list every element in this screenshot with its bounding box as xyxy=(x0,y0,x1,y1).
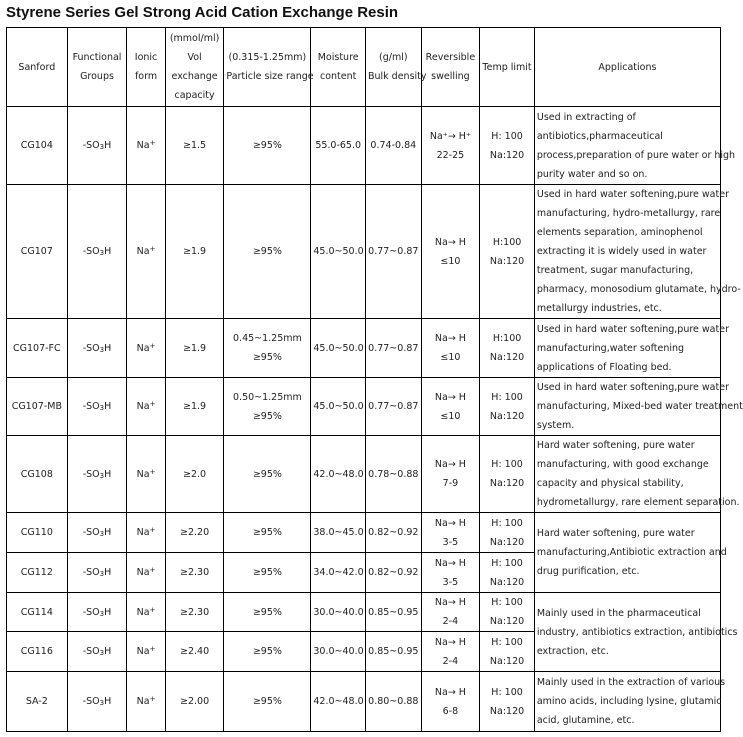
ionic-form-cell: Na+ xyxy=(127,513,165,553)
applications-cell: Mainly used in the pharmaceutical industry, antibiotics extraction, antibiotics extraction, etc. xyxy=(534,593,720,672)
capacity-cell: ≥2.30 xyxy=(165,593,224,632)
functional-group-cell: $-SO_3H$ xyxy=(67,593,127,632)
applications-cell: Used in extracting of antibiotics,pharmaceutical process,preparation of pure water or high purity water and so on. xyxy=(534,107,720,185)
particle-size-cell: ≥95% xyxy=(224,185,311,319)
model-cell: CG110 xyxy=(7,513,68,553)
bulk-density-cell: 0.85~0.95 xyxy=(365,632,421,672)
functional-group-cell: $-SO_3H$ xyxy=(67,553,127,593)
ionic-form-cell: Na+ xyxy=(127,632,165,672)
bulk-density-cell: 0.80~0.88 xyxy=(365,672,421,732)
bulk-density-cell: 0.77~0.87 xyxy=(365,185,421,319)
table-row xyxy=(7,672,721,732)
swelling-cell: Na→ H 3-5 xyxy=(421,553,480,593)
header-row xyxy=(7,28,721,107)
model-cell: CG112 xyxy=(7,553,68,593)
moisture-cell: 38.0~45.0 xyxy=(311,513,366,553)
table-row xyxy=(7,513,721,553)
header-moisture-content: Moisture content xyxy=(311,28,366,107)
ionic-form-cell: Na+ xyxy=(127,553,165,593)
ionic-form-cell: Na+ xyxy=(127,672,165,732)
bulk-density-cell: 0.82~0.92 xyxy=(365,553,421,593)
moisture-cell: 30.0~40.0 xyxy=(311,632,366,672)
particle-size-cell: 0.50~1.25mm ≥95% xyxy=(224,378,311,436)
temp-limit-cell: H: 100 Na:120 xyxy=(480,107,535,185)
model-cell: CG107-MB xyxy=(7,378,68,436)
particle-size-cell: ≥95% xyxy=(224,593,311,632)
swelling-cell: Na→ H ≤10 xyxy=(421,378,480,436)
ionic-form-cell: Na+ xyxy=(127,319,165,378)
header-applications: Applications xyxy=(534,28,720,107)
header-temp-limit: Temp limit xyxy=(480,28,535,107)
functional-group-cell: $-SO_3H$ xyxy=(67,513,127,553)
model-cell: CG114 xyxy=(7,593,68,632)
resin-spec-table xyxy=(6,27,743,732)
swelling-cell: Na→ H 7-9 xyxy=(421,436,480,513)
particle-size-cell: 0.45~1.25mm ≥95% xyxy=(224,319,311,378)
applications-cell: Used in hard water softening,pure water manufacturing, hydro-metallurgy, rare elements separation, aminophenol extracting it is widely used in water treatment, sugar manufacturing, pharmacy, monosodium glutamate, hydro- metallurgy industries, etc. xyxy=(534,185,720,319)
capacity-cell: ≥1.9 xyxy=(165,378,224,436)
moisture-cell: 55.0-65.0 xyxy=(311,107,366,185)
functional-group-cell: $-SO_3H$ xyxy=(67,107,127,185)
ionic-form-cell: Na+ xyxy=(127,593,165,632)
swelling-cell: Na→ H ≤10 xyxy=(421,319,480,378)
table-row xyxy=(7,107,721,185)
capacity-cell: ≥1.9 xyxy=(165,185,224,319)
table-row xyxy=(7,593,721,632)
ionic-form-cell: Na+ xyxy=(127,107,165,185)
page-title: Styrene Series Gel Strong Acid Cation Exchange Resin xyxy=(6,4,399,21)
functional-group-cell: $-SO_3H$ xyxy=(67,378,127,436)
functional-group-cell: $-SO_3H$ xyxy=(67,319,127,378)
temp-limit-cell: H: 100 Na:120 xyxy=(480,436,535,513)
header-vol-exchange-capacity: (mmol/ml) Vol exchange capacity xyxy=(165,28,224,107)
functional-group-cell: $-SO_3H$ xyxy=(67,185,127,319)
bulk-density-cell: 0.77~0.87 xyxy=(365,378,421,436)
header-sanford: Sanford xyxy=(7,28,68,107)
functional-group-cell: $-SO_3H$ xyxy=(67,632,127,672)
swelling-cell: Na→ H 2-4 xyxy=(421,593,480,632)
capacity-cell: ≥1.9 xyxy=(165,319,224,378)
header-reversible-swelling: Reversible swelling xyxy=(421,28,480,107)
bulk-density-cell: 0.85~0.95 xyxy=(365,593,421,632)
temp-limit-cell: H: 100 Na:120 xyxy=(480,632,535,672)
ionic-form-cell: Na+ xyxy=(127,185,165,319)
model-cell: CG107-FC xyxy=(7,319,68,378)
temp-limit-cell: H: 100 Na:120 xyxy=(480,672,535,732)
model-cell: CG104 xyxy=(7,107,68,185)
table-row xyxy=(7,319,721,378)
particle-size-cell: ≥95% xyxy=(224,553,311,593)
applications-cell: Used in hard water softening,pure water manufacturing,water softening applications of Floating bed. xyxy=(534,319,720,378)
model-cell: CG116 xyxy=(7,632,68,672)
particle-size-cell: ≥95% xyxy=(224,513,311,553)
temp-limit-cell: H: 100 Na:120 xyxy=(480,593,535,632)
capacity-cell: ≥2.20 xyxy=(165,513,224,553)
bulk-density-cell: 0.74-0.84 xyxy=(365,107,421,185)
swelling-cell: Na→ H 3-5 xyxy=(421,513,480,553)
ionic-form-cell: Na+ xyxy=(127,378,165,436)
capacity-cell: ≥2.30 xyxy=(165,553,224,593)
table-row xyxy=(7,436,721,513)
moisture-cell: 30.0~40.0 xyxy=(311,593,366,632)
capacity-cell: ≥2.0 xyxy=(165,436,224,513)
functional-group-cell: $-SO_3H$ xyxy=(67,436,127,513)
model-cell: CG107 xyxy=(7,185,68,319)
moisture-cell: 42.0~48.0 xyxy=(311,436,366,513)
swelling-cell: Na→ H ≤10 xyxy=(421,185,480,319)
temp-limit-cell: H: 100 Na:120 xyxy=(480,513,535,553)
moisture-cell: 45.0~50.0 xyxy=(311,319,366,378)
capacity-cell: ≥1.5 xyxy=(165,107,224,185)
moisture-cell: 42.0~48.0 xyxy=(311,672,366,732)
model-cell: SA-2 xyxy=(7,672,68,732)
temp-limit-cell: H:100 Na:120 xyxy=(480,319,535,378)
temp-limit-cell: H:100 Na:120 xyxy=(480,185,535,319)
temp-limit-cell: H: 100 Na:120 xyxy=(480,553,535,593)
swelling-cell: Na⁺→ H⁺ 22-25 xyxy=(421,107,480,185)
header-particle-size: (0.315-1.25mm) Particle size range xyxy=(224,28,311,107)
table-row xyxy=(7,185,721,319)
ionic-form-cell: Na+ xyxy=(127,436,165,513)
particle-size-cell: ≥95% xyxy=(224,436,311,513)
capacity-cell: ≥2.40 xyxy=(165,632,224,672)
bulk-density-cell: 0.77~0.87 xyxy=(365,319,421,378)
header-functional-groups: Functional Groups xyxy=(67,28,127,107)
swelling-cell: Na→ H 2-4 xyxy=(421,632,480,672)
applications-cell: Hard water softening, pure water manufacturing,Antibiotic extraction and drug purification, etc. xyxy=(534,513,720,593)
particle-size-cell: ≥95% xyxy=(224,632,311,672)
header-ionic-form: Ionic form xyxy=(127,28,165,107)
moisture-cell: 45.0~50.0 xyxy=(311,378,366,436)
temp-limit-cell: H: 100 Na:120 xyxy=(480,378,535,436)
applications-cell: Mainly used in the extraction of various amino acids, including lysine, glutamic acid, glutamine, etc. xyxy=(534,672,720,732)
table-row xyxy=(7,378,721,436)
applications-cell: Hard water softening, pure water manufacturing, with good exchange capacity and physical stability, hydrometallurgy, rare element separation. xyxy=(534,436,720,513)
capacity-cell: ≥2.00 xyxy=(165,672,224,732)
applications-cell: Used in hard water softening,pure water manufacturing, Mixed-bed water treatment system. xyxy=(534,378,720,436)
model-cell: CG108 xyxy=(7,436,68,513)
bulk-density-cell: 0.78~0.88 xyxy=(365,436,421,513)
functional-group-cell: $-SO_3H$ xyxy=(67,672,127,732)
bulk-density-cell: 0.82~0.92 xyxy=(365,513,421,553)
particle-size-cell: ≥95% xyxy=(224,107,311,185)
swelling-cell: Na→ H 6-8 xyxy=(421,672,480,732)
particle-size-cell: ≥95% xyxy=(224,672,311,732)
moisture-cell: 34.0~42.0 xyxy=(311,553,366,593)
header-bulk-density: (g/ml) Bulk density xyxy=(365,28,421,107)
moisture-cell: 45.0~50.0 xyxy=(311,185,366,319)
